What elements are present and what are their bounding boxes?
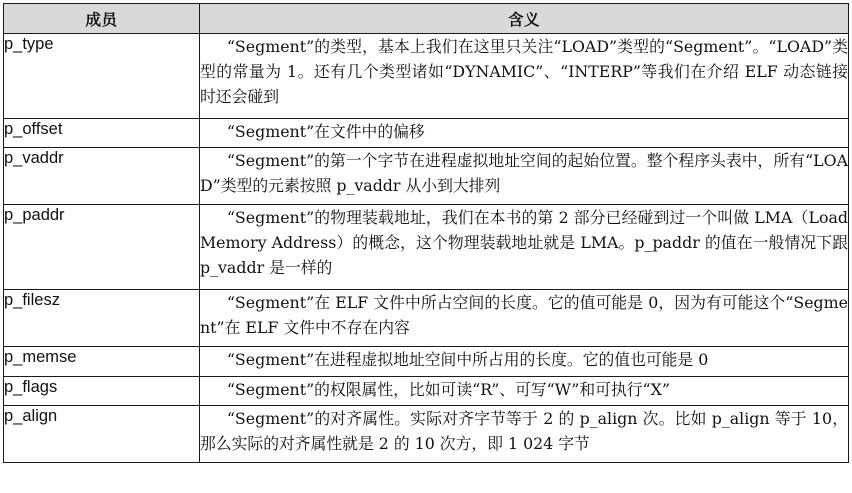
table-row — [4, 205, 849, 290]
table-row — [4, 34, 849, 119]
table-row — [4, 347, 849, 377]
table-header-row — [4, 4, 849, 34]
member-name: p_type — [4, 34, 200, 119]
segment-fields-table — [3, 3, 849, 463]
table-row — [4, 290, 849, 347]
member-name: p_memse — [4, 347, 200, 377]
member-meaning: “Segment”的类型，基本上我们在这里只关注“LOAD”类型的“Segment”。“LOAD”类型的常量为 1。还有几个类型诸如“DYNAMIC”、“INTERP”等我们在介绍 ELF 动态链接时还会碰到 — [200, 34, 849, 119]
table-row — [4, 406, 849, 463]
header-meaning: 含义 — [200, 4, 849, 34]
member-meaning: “Segment”在 ELF 文件中所占空间的长度。它的值可能是 0，因为有可能这个“Segment”在 ELF 文件中不存在内容 — [200, 290, 849, 347]
table-row — [4, 148, 849, 205]
member-name: p_offset — [4, 119, 200, 148]
member-meaning: “Segment”在文件中的偏移 — [200, 119, 849, 148]
member-meaning: “Segment”在进程虚拟地址空间中所占用的长度。它的值也可能是 0 — [200, 347, 849, 377]
table-row — [4, 377, 849, 406]
member-meaning: “Segment”的对齐属性。实际对齐字节等于 2 的 p_align 次。比如 p_align 等于 10，那么实际的对齐属性就是 2 的 10 次方，即 1 024 字节 — [200, 406, 849, 463]
member-name: p_filesz — [4, 290, 200, 347]
member-meaning: “Segment”的第一个字节在进程虚拟地址空间的起始位置。整个程序头表中，所有“LOAD”类型的元素按照 p_vaddr 从小到大排列 — [200, 148, 849, 205]
table-row — [4, 119, 849, 148]
member-name: p_flags — [4, 377, 200, 406]
header-member: 成员 — [4, 4, 200, 34]
member-meaning: “Segment”的物理装载地址，我们在本书的第 2 部分已经碰到过一个叫做 LMA（Load Memory Address）的概念，这个物理装载地址就是 LMA。p_paddr 的值在一般情况下跟 p_vaddr 是一样的 — [200, 205, 849, 290]
member-name: p_vaddr — [4, 148, 200, 205]
member-name: p_align — [4, 406, 200, 463]
member-meaning: “Segment”的权限属性，比如可读“R”、可写“W”和可执行“X” — [200, 377, 849, 406]
member-name: p_paddr — [4, 205, 200, 290]
